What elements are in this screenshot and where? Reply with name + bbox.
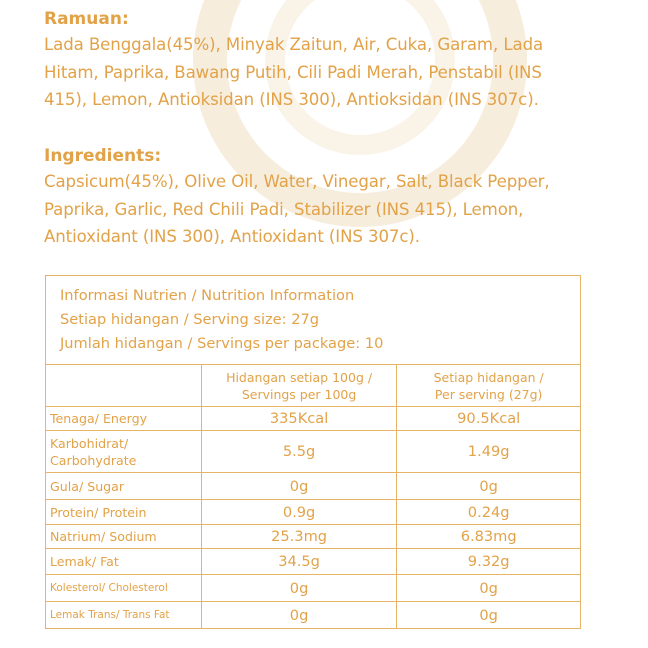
- value-perserving: 90.5Kcal: [397, 407, 581, 431]
- ramuan-line: Lada Benggala(45%), Minyak Zaitun, Air, Cuka, Garam, Lada: [44, 35, 544, 54]
- nutrient-label: Kolesterol/ Cholesterol: [46, 575, 202, 602]
- value-per100: 0.9g: [201, 500, 397, 525]
- nutrient-row: [46, 549, 581, 575]
- nutrition-title: Informasi Nutrien / Nutrition Information: [60, 287, 355, 304]
- value-perserving: 1.49g: [397, 431, 581, 473]
- nutrient-row: [46, 431, 581, 473]
- col-header-perserving: Setiap hidangan / Per serving (27g): [397, 365, 581, 407]
- value-perserving: 0g: [397, 575, 581, 602]
- nutrient-row: [46, 407, 581, 431]
- nutrient-label: Gula/ Sugar: [46, 473, 202, 500]
- value-perserving: 9.32g: [397, 549, 581, 575]
- value-perserving: 0g: [397, 473, 581, 500]
- ingredients-line: Paprika, Garlic, Red Chili Padi, Stabilizer (INS 415), Lemon,: [44, 199, 524, 219]
- ingredients-line: Capsicum(45%), Olive Oil, Water, Vinegar, Salt, Black Pepper,: [44, 172, 550, 191]
- serving-size: Setiap hidangan / Serving size: 27g: [60, 311, 320, 328]
- nutrient-label: Tenaga/ Energy: [46, 407, 202, 431]
- nutrient-row: [46, 500, 581, 525]
- ramuan-section: [44, 8, 618, 114]
- value-per100: 34.5g: [201, 549, 397, 575]
- ingredients-line: Antioxidant (INS 300), Antioxidant (INS 307c).: [44, 227, 420, 246]
- value-per100: 5.5g: [201, 431, 397, 473]
- ramuan-heading: Ramuan:: [44, 9, 129, 29]
- value-per100: 25.3mg: [201, 525, 397, 549]
- value-per100: 0g: [201, 602, 397, 629]
- ramuan-text: [44, 31, 618, 114]
- nutrient-label: Karbohidrat/ Carbohydrate: [46, 431, 202, 473]
- nutrition-header-row: [46, 365, 581, 407]
- nutrition-table: [45, 275, 581, 629]
- nutrition-info-cell: [46, 276, 581, 365]
- nutrient-label: Lemak/ Fat: [46, 549, 202, 575]
- ramuan-line: 415), Lemon, Antioksidan (INS 300), Antioksidan (INS 307c).: [44, 90, 539, 109]
- value-per100: 335Kcal: [201, 407, 397, 431]
- nutrient-row: [46, 602, 581, 629]
- ingredients-text: [44, 168, 618, 251]
- nutrition-rows: [46, 407, 581, 629]
- nutrient-label: Lemak Trans/ Trans Fat: [46, 602, 202, 629]
- col-header-per100: Hidangan setiap 100g / Servings per 100g: [201, 365, 397, 407]
- ingredients-heading: Ingredients:: [44, 146, 162, 166]
- ingredients-section: [44, 145, 618, 251]
- value-perserving: 0g: [397, 602, 581, 629]
- value-perserving: 0.24g: [397, 500, 581, 525]
- nutrient-label: Natrium/ Sodium: [46, 525, 202, 549]
- value-per100: 0g: [201, 473, 397, 500]
- nutrient-label: Protein/ Protein: [46, 500, 202, 525]
- nutrient-row: [46, 525, 581, 549]
- ramuan-line: Hitam, Paprika, Bawang Putih, Cili Padi Merah, Penstabil (INS: [44, 62, 542, 82]
- value-perserving: 6.83mg: [397, 525, 581, 549]
- servings-per-package: Jumlah hidangan / Servings per package: 10: [60, 335, 384, 352]
- header-empty-cell: [46, 365, 202, 407]
- nutrient-row: [46, 473, 581, 500]
- value-per100: 0g: [201, 575, 397, 602]
- nutrition-info-row: [46, 276, 581, 365]
- nutrient-row: [46, 575, 581, 602]
